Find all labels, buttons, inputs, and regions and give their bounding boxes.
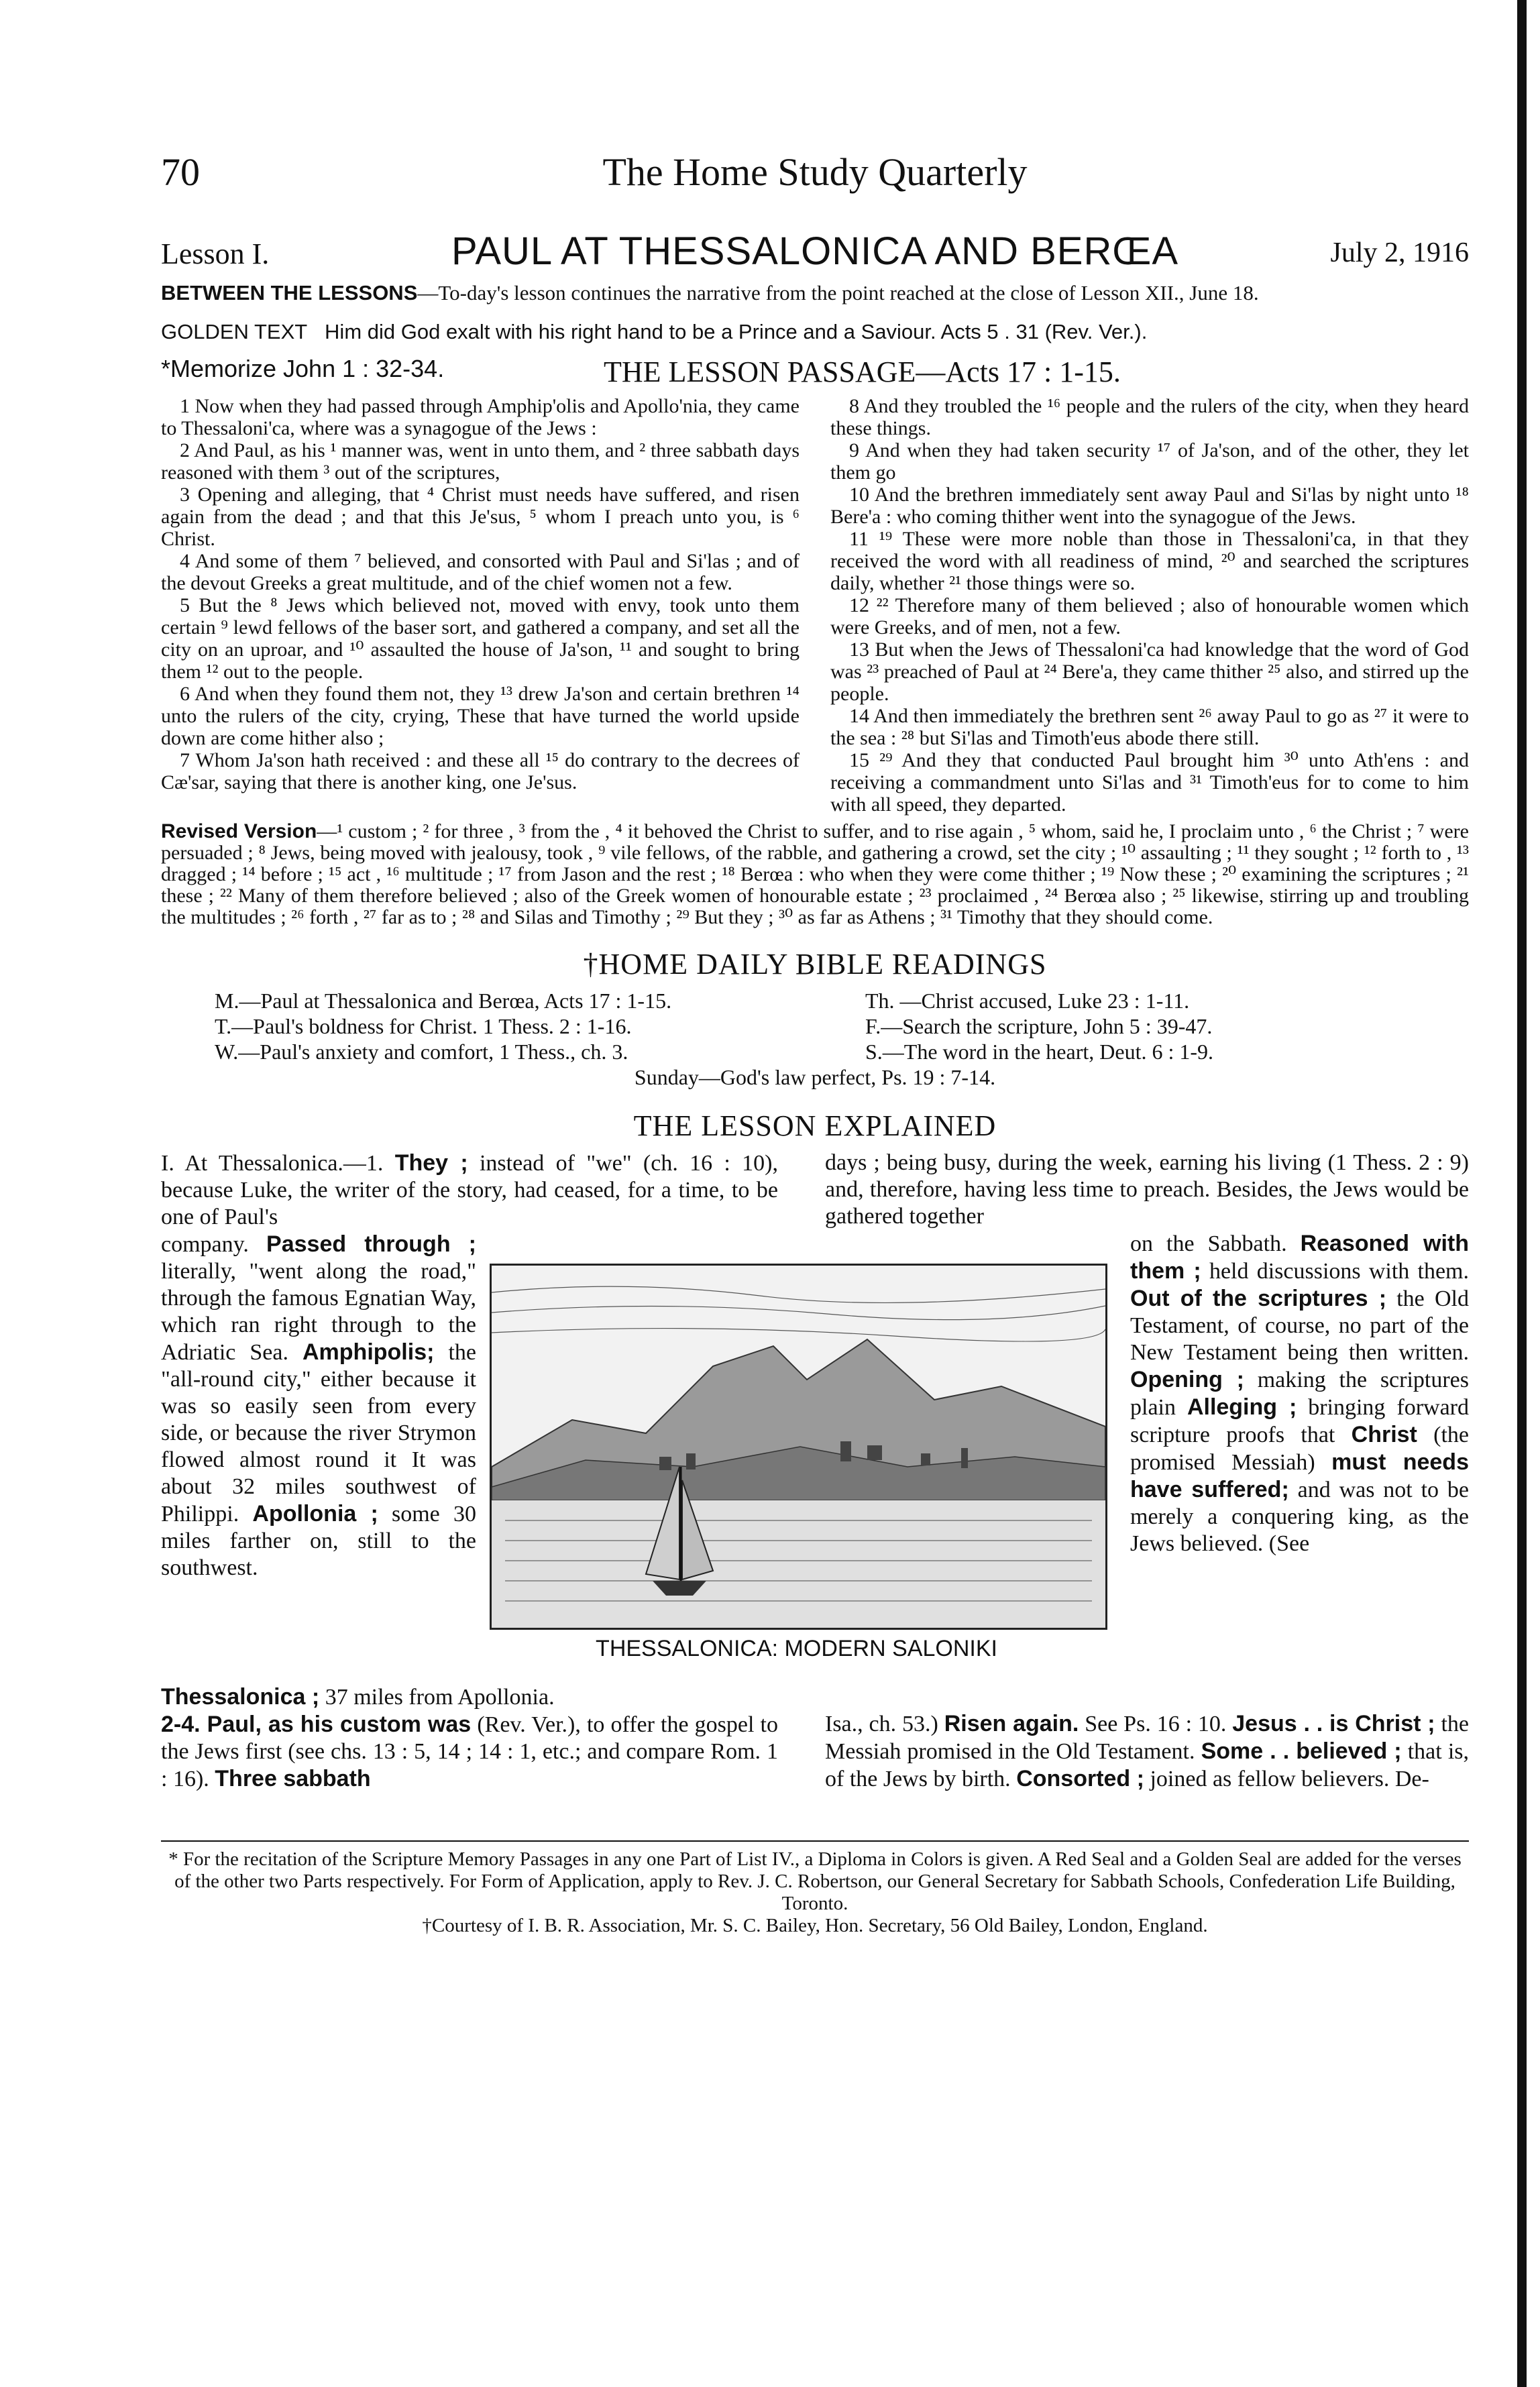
explained-text: and was not to be merely a conquering king, as the Jews believed. (See	[1130, 1478, 1469, 1556]
reading-item: S.—The word in the heart, Deut. 6 : 1-9.	[865, 1040, 1213, 1064]
page-header	[161, 144, 1469, 218]
explained-term: Christ	[1351, 1422, 1417, 1447]
explained-text: See Ps. 16 : 10.	[1079, 1712, 1233, 1736]
explained-term: They ;	[394, 1150, 468, 1176]
explained-term: Out of the scriptures ;	[1130, 1286, 1387, 1311]
verse: 8 And they troubled the ¹⁶ people and the rulers of the city, when they heard these things.	[830, 395, 1469, 439]
verse: 4 And some of them ⁷ believed, and consorted with Paul and Si'las ; and of the devout Greeks a great multitude, and of the chief women not a few.	[161, 550, 800, 594]
footnotes	[161, 1840, 1469, 1937]
explained-term: Some . . believed ;	[1201, 1738, 1402, 1764]
readings-list	[161, 988, 1469, 1064]
running-title: The Home Study Quarterly	[602, 150, 1028, 194]
revised-label: Revised Version	[161, 820, 317, 842]
explained-text: (the promised Messiah)	[1130, 1423, 1470, 1475]
verse: 7 Whom Ja'son hath received : and these all ¹⁵ do contrary to the decrees of Cæ'sar, saying that there is another king, one Je'sus.	[161, 749, 800, 793]
reading-item: T.—Paul's boldness for Christ. 1 Thess. 2 : 1-16.	[215, 1014, 632, 1038]
explained-text: the "all-round city," either because it was so easily seen from every side, or because the river Strymon flowed almost round it It was about 32 miles southwest of Philippi.	[161, 1340, 476, 1526]
illustration-caption: THESSALONICA: MODERN SALONIKI	[596, 1636, 997, 1661]
verse: 14 And then immediately the brethren sent ²⁶ away Paul to go as ²⁷ it were to the sea : ²⁸ but Si'las and Timoth'eus abode there still.	[830, 705, 1469, 749]
explained-right-tail	[825, 1659, 1469, 1793]
explained-text: that is, of the Jews by birth.	[825, 1739, 1470, 1791]
explained-term: Thessalonica ;	[161, 1684, 320, 1710]
explained-text: instead of "we" (ch. 16 : 10), because Luke, the writer of the story, had ceased, for a time, to be one of Paul's	[161, 1151, 779, 1229]
explained-heading: THE LESSON EXPLAINED	[633, 1109, 997, 1142]
verse: 1 Now when they had passed through Amphip'olis and Apollo'nia, they came to Thessaloni'ca, where was a synagogue of the Jews :	[161, 395, 800, 439]
explained-text: held discussions with them.	[1201, 1259, 1469, 1284]
explained-term: Amphipolis;	[302, 1339, 435, 1365]
between-the-lessons	[161, 281, 1469, 305]
lesson-explained	[161, 1150, 1470, 1791]
explained-text: (Rev. Ver.), to offer the gospel to the Jews first (see chs. 13 : 5, 14 ; 14 : 1, etc.; and compare Rom. 1 : 16).	[161, 1712, 779, 1791]
reading-item: W.—Paul's anxiety and comfort, 1 Thess., ch. 3.	[215, 1040, 628, 1064]
readings-heading: †HOME DAILY BIBLE READINGS	[583, 948, 1047, 981]
memorize-note: *Memorize John 1 : 32-34.	[161, 355, 445, 382]
lesson-title-line	[161, 225, 1469, 281]
lesson-passage-heading: THE LESSON PASSAGE—Acts 17 : 1-15.	[604, 355, 1121, 388]
footnote-memory: * For the recitation of the Scripture Memory Passages in any one Part of List IV., a Diploma in Colors is given. A Red Seal and a Golden Seal are added for the verses of the other two Parts respectively. For Form of Application, apply to Rev. J. C. Robertson, our General Secretary for Sabbath Schools, Confederation Life Building, Toronto.	[168, 1848, 1462, 1914]
explained-term: Apollonia ;	[252, 1501, 378, 1526]
explained-paragraph	[825, 1150, 1469, 1230]
revised-version-notes	[161, 821, 1469, 928]
verse: 2 And Paul, as his ¹ manner was, went in unto them, and ² three sabbath days reasoned with them ³ out of the scriptures,	[161, 439, 800, 484]
reading-item: Th. —Christ accused, Luke 23 : 1-11.	[865, 989, 1190, 1013]
explained-paragraph	[1130, 1230, 1469, 1557]
thessalonica-illustration	[490, 1264, 1107, 1630]
explained-text: the Messiah promised in the Old Testament.	[825, 1712, 1469, 1764]
passage-left-column	[161, 395, 800, 816]
explained-term: Passed through ;	[266, 1231, 476, 1257]
explained-text: joined as fellow believers. De-	[1144, 1767, 1429, 1791]
lesson-number: Lesson I.	[161, 237, 270, 270]
footnote-courtesy: †Courtesy of I. B. R. Association, Mr. S. C. Bailey, Hon. Secretary, 56 Old Bailey, London, England.	[422, 1915, 1208, 1936]
page	[161, 144, 1469, 1937]
explained-text: making the scriptures plain	[1130, 1368, 1469, 1420]
verse: 13 But when the Jews of Thessaloni'ca had knowledge that the word of God was ²³ preached of Paul at ²⁴ Bere'a, they came thither ²⁵ also, and stirred up the people.	[830, 639, 1469, 705]
explained-term: must needs have suffered;	[1130, 1449, 1469, 1502]
explained-paragraph	[825, 1710, 1469, 1793]
page-edge-rule	[1517, 0, 1527, 2387]
revised-text: —¹ custom ; ² for three , ³ from the , ⁴ it behoved the Christ to suffer, and to rise again , ⁵ whom, said he, I proclaim unto , ⁶ the Christ ; ⁷ were persuaded ; ⁸ Jews, being moved with jealousy, took , ⁹ vile fellows, of the rabble, and gathering a crowd, set the city ; ¹⁰ assaulting ; ¹¹ they sought ; ¹² forth to , ¹³ dragged ; ¹⁴ before ; ¹⁵ act , ¹⁶ multitude ; ¹⁷ from Jason and the rest ; ¹⁸ Berœa : who when they were come thither ; ¹⁹ Now these ; ²⁰ examining the scriptures ; ²¹ these ; ²² Many of them therefore believed ; also of the Greek women of honourable estate ; ²³ proclaimed , ²⁴ Berœa also ; ²⁵ likewise, stirring up and troubling the multitudes ; ²⁶ forth , ²⁷ far as to ; ²⁸ and Silas and Timothy ; ²⁹ But they ; ³⁰ as far as Athens ; ³¹ Timothy that they should come.	[161, 820, 1469, 928]
explained-term: Consorted ;	[1016, 1766, 1144, 1791]
explained-term: 2-4. Paul, as his custom was	[161, 1712, 472, 1737]
reading-item: M.—Paul at Thessalonica and Berœa, Acts 17 : 1-15.	[215, 989, 672, 1013]
explained-term: Opening ;	[1130, 1367, 1244, 1392]
verse: 10 And the brethren immediately sent away Paul and Si'las by night unto ¹⁸ Bere'a : who coming thither went into the synagogue of the Jews.	[830, 484, 1469, 528]
golden-label: GOLDEN TEXT	[161, 320, 308, 343]
golden-verse: Him did God exalt with his right hand to be a Prince and a Saviour. Acts 5 . 31 (Rev. Ver.).	[325, 320, 1148, 343]
lesson-title: PAUL AT THESSALONICA AND BERŒA	[451, 229, 1179, 273]
explained-text: company.	[161, 1232, 267, 1257]
passage-right-column	[830, 395, 1469, 816]
explained-text: literally, "went along the road," through the famous Egnatian Way, which ran right through to the Adriatic Sea.	[161, 1259, 476, 1365]
explained-term: Risen again.	[944, 1711, 1079, 1736]
verse: 6 And when they found them not, they ¹³ drew Ja'son and certain brethren ¹⁴ unto the rulers of the city, crying, These that have turned the world upside down are come hither also ;	[161, 683, 800, 749]
between-text: —To-day's lesson continues the narrative from the point reached at the close of Lesson XII., June 18.	[417, 281, 1259, 304]
lesson-date: July 2, 1916	[1330, 237, 1469, 268]
lesson-passage	[161, 395, 1469, 816]
explained-left-tail	[161, 1659, 778, 1793]
explained-text: the Old Testament, of course, no part of the New Testament being then written.	[1130, 1286, 1469, 1365]
explained-term: Jesus . . is Christ ;	[1232, 1711, 1435, 1736]
golden-text	[161, 320, 1469, 344]
explained-term: Three sabbath	[215, 1766, 371, 1791]
verse: 12 ²² Therefore many of them believed ; also of honourable women which were Greeks, and of men, not a few.	[830, 594, 1469, 639]
passage-heading-line	[161, 355, 1469, 388]
explained-term: Alleging ;	[1187, 1394, 1297, 1420]
explained-text: bringing forward scripture proofs that	[1130, 1395, 1469, 1447]
engraving-picture	[492, 1266, 1105, 1628]
verse: 5 But the ⁸ Jews which believed not, moved with envy, took unto them certain ⁹ lewd fellows of the baser sort, and gathered a company, and set all the city on an uproar, and ¹⁰ assaulted the house of Ja'son, ¹¹ and sought to bring them ¹² out to the people.	[161, 594, 800, 683]
explained-paragraph	[161, 1683, 778, 1793]
explained-text: days ; being busy, during the week, earning his living (1 Thess. 2 : 9) and, therefore, having less time to preach. Besides, the Jews would be gathered together	[825, 1150, 1469, 1229]
explained-paragraph	[161, 1231, 476, 1581]
reading-item: F.—Search the scripture, John 5 : 39-47.	[865, 1014, 1213, 1038]
explained-term: Reasoned with them ;	[1130, 1231, 1469, 1284]
verse: 9 And when they had taken security ¹⁷ of Ja'son, and of the other, they let them go	[830, 439, 1469, 484]
explained-text: some 30 miles farther on, still to the southwest.	[161, 1502, 476, 1580]
explained-text: on the Sabbath.	[1130, 1231, 1301, 1256]
verse: 3 Opening and alleging, that ⁴ Christ must needs have suffered, and risen again from the dead ; and that this Je'sus, ⁵ whom I preach unto you, is ⁶ Christ.	[161, 484, 800, 550]
page-number: 70	[161, 150, 200, 194]
explained-text: 37 miles from Apollonia.	[319, 1685, 555, 1710]
explained-text: I. At Thessalonica.—1.	[161, 1151, 395, 1176]
verse: 11 ¹⁹ These were more noble than those in Thessaloni'ca, in that they received the word with all readiness of mind, ²⁰ and searched the scriptures daily, whether ²¹ those things were so.	[830, 528, 1469, 594]
explained-text: Isa., ch. 53.)	[825, 1712, 944, 1736]
reading-sunday: Sunday—God's law perfect, Ps. 19 : 7-14.	[634, 1065, 996, 1089]
between-label: BETWEEN THE LESSONS	[161, 281, 418, 304]
explained-paragraph	[161, 1150, 778, 1231]
verse: 15 ²⁹ And they that conducted Paul brought him ³⁰ unto Ath'ens : and receiving a commandment unto Si'las and ³¹ Timoth'eus for to come to him with all speed, they departed.	[830, 749, 1469, 816]
